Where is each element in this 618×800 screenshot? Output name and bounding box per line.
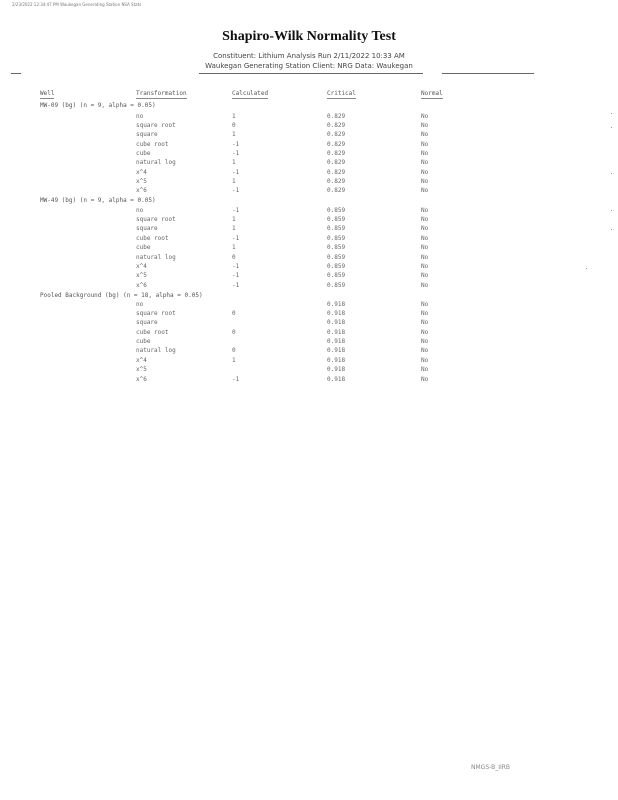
critical-cell: 0.918 xyxy=(327,357,346,364)
transformation-cell: no xyxy=(136,207,144,214)
margin-tick xyxy=(611,127,612,128)
critical-cell: 0.859 xyxy=(327,263,346,270)
calculated-cell: 1 xyxy=(232,131,236,138)
normal-cell: No xyxy=(421,159,429,166)
normal-cell: No xyxy=(421,122,429,129)
normal-cell: No xyxy=(421,319,429,326)
group-label: MW-49 (bg) (n = 9, alpha = 0.05) xyxy=(40,197,156,204)
critical-cell: 0.859 xyxy=(327,225,346,232)
transformation-cell: natural log xyxy=(136,347,176,354)
critical-cell: 0.918 xyxy=(327,310,346,317)
critical-cell: 0.859 xyxy=(327,282,346,289)
transformation-cell: cube root xyxy=(136,141,169,148)
transformation-cell: no xyxy=(136,113,144,120)
calculated-cell: 1 xyxy=(232,178,236,185)
normal-cell: No xyxy=(421,169,429,176)
margin-tick xyxy=(611,210,612,211)
column-header-calculated: Calculated xyxy=(232,90,269,97)
normal-cell: No xyxy=(421,329,429,336)
calculated-cell: -1 xyxy=(232,207,240,214)
transformation-cell: cube xyxy=(136,338,151,345)
divider-left xyxy=(11,73,21,74)
critical-cell: 0.859 xyxy=(327,216,346,223)
normal-cell: No xyxy=(421,187,429,194)
normal-cell: No xyxy=(421,131,429,138)
normal-cell: No xyxy=(421,244,429,251)
calculated-cell: 0 xyxy=(232,254,236,261)
transformation-cell: x^4 xyxy=(136,169,147,176)
critical-cell: 0.859 xyxy=(327,235,346,242)
critical-cell: 0.829 xyxy=(327,150,346,157)
margin-tick xyxy=(611,229,612,230)
transformation-cell: x^4 xyxy=(136,263,147,270)
margin-tick xyxy=(611,113,612,114)
transformation-cell: cube xyxy=(136,150,151,157)
calculated-cell: 1 xyxy=(232,159,236,166)
calculated-cell: -1 xyxy=(232,141,240,148)
normal-cell: No xyxy=(421,207,429,214)
column-header-critical: Critical xyxy=(327,90,356,97)
transformation-cell: square root xyxy=(136,216,176,223)
critical-cell: 0.829 xyxy=(327,159,346,166)
analysis-subtitle: Constituent: Lithium Analysis Run 2/11/2022 10:33 AM xyxy=(213,52,405,60)
calculated-cell: 1 xyxy=(232,225,236,232)
critical-cell: 0.859 xyxy=(327,272,346,279)
column-header-well: Well xyxy=(40,90,55,97)
transformation-cell: cube root xyxy=(136,329,169,336)
transformation-cell: square root xyxy=(136,122,176,129)
critical-cell: 0.829 xyxy=(327,187,346,194)
normal-cell: No xyxy=(421,150,429,157)
normal-cell: No xyxy=(421,347,429,354)
calculated-cell: 1 xyxy=(232,113,236,120)
critical-cell: 0.829 xyxy=(327,113,346,120)
normal-cell: No xyxy=(421,301,429,308)
footer-label: NMGS-B_IIRB xyxy=(471,764,511,771)
column-header-transformation: Transformation xyxy=(136,90,187,97)
transformation-cell: x^5 xyxy=(136,178,147,185)
margin-tick xyxy=(611,173,612,174)
transformation-cell: x^4 xyxy=(136,357,147,364)
normal-cell: No xyxy=(421,178,429,185)
calculated-cell: -1 xyxy=(232,282,240,289)
calculated-cell: 1 xyxy=(232,244,236,251)
normal-cell: No xyxy=(421,338,429,345)
calculated-cell: -1 xyxy=(232,263,240,270)
transformation-cell: square xyxy=(136,319,158,326)
normal-cell: No xyxy=(421,113,429,120)
critical-cell: 0.829 xyxy=(327,178,346,185)
group-label: MW-09 (bg) (n = 9, alpha = 0.05) xyxy=(40,102,156,109)
critical-cell: 0.829 xyxy=(327,141,346,148)
divider-center xyxy=(199,73,423,74)
transformation-cell: square xyxy=(136,225,158,232)
critical-cell: 0.918 xyxy=(327,301,346,308)
transformation-cell: square root xyxy=(136,310,176,317)
normal-cell: No xyxy=(421,225,429,232)
column-header-normal: Normal xyxy=(421,90,443,97)
calculated-cell: 0 xyxy=(232,347,236,354)
normal-cell: No xyxy=(421,357,429,364)
calculated-cell: -1 xyxy=(232,150,240,157)
calculated-cell: -1 xyxy=(232,235,240,242)
normal-cell: No xyxy=(421,254,429,261)
normal-cell: No xyxy=(421,282,429,289)
calculated-cell: -1 xyxy=(232,187,240,194)
critical-cell: 0.859 xyxy=(327,254,346,261)
transformation-cell: no xyxy=(136,301,144,308)
transformation-cell: cube xyxy=(136,244,151,251)
margin-tick xyxy=(586,268,587,269)
transformation-cell: x^5 xyxy=(136,272,147,279)
normal-cell: No xyxy=(421,216,429,223)
normal-cell: No xyxy=(421,376,429,383)
normal-cell: No xyxy=(421,366,429,373)
calculated-cell: 0 xyxy=(232,310,236,317)
critical-cell: 0.918 xyxy=(327,376,346,383)
critical-cell: 0.918 xyxy=(327,347,346,354)
critical-cell: 0.829 xyxy=(327,131,346,138)
normal-cell: No xyxy=(421,141,429,148)
critical-cell: 0.918 xyxy=(327,319,346,326)
normal-cell: No xyxy=(421,272,429,279)
calculated-cell: 0 xyxy=(232,122,236,129)
calculated-cell: -1 xyxy=(232,272,240,279)
normal-cell: No xyxy=(421,235,429,242)
critical-cell: 0.918 xyxy=(327,338,346,345)
transformation-cell: x^6 xyxy=(136,187,147,194)
critical-cell: 0.918 xyxy=(327,366,346,373)
transformation-cell: natural log xyxy=(136,254,176,261)
site-subtitle: Waukegan Generating Station Client: NRG Data: Waukegan xyxy=(205,62,413,70)
calculated-cell: 1 xyxy=(232,216,236,223)
critical-cell: 0.829 xyxy=(327,122,346,129)
transformation-cell: cube root xyxy=(136,235,169,242)
group-label: Pooled Background (bg) (n = 18, alpha = 0.05) xyxy=(40,292,203,299)
critical-cell: 0.859 xyxy=(327,244,346,251)
calculated-cell: 1 xyxy=(232,357,236,364)
transformation-cell: x^6 xyxy=(136,376,147,383)
normal-cell: No xyxy=(421,310,429,317)
transformation-cell: x^5 xyxy=(136,366,147,373)
transformation-cell: natural log xyxy=(136,159,176,166)
calculated-cell: -1 xyxy=(232,169,240,176)
critical-cell: 0.918 xyxy=(327,329,346,336)
transformation-cell: x^6 xyxy=(136,282,147,289)
calculated-cell: 0 xyxy=(232,329,236,336)
critical-cell: 0.859 xyxy=(327,207,346,214)
transformation-cell: square xyxy=(136,131,158,138)
critical-cell: 0.829 xyxy=(327,169,346,176)
normal-cell: No xyxy=(421,263,429,270)
print-header-line: 2/23/2022 12:34:47 PM Waukegan Generating Station NSA Stats xyxy=(12,2,142,7)
calculated-cell: -1 xyxy=(232,376,240,383)
page-title: Shapiro-Wilk Normality Test xyxy=(222,29,396,44)
divider-right xyxy=(442,73,534,74)
